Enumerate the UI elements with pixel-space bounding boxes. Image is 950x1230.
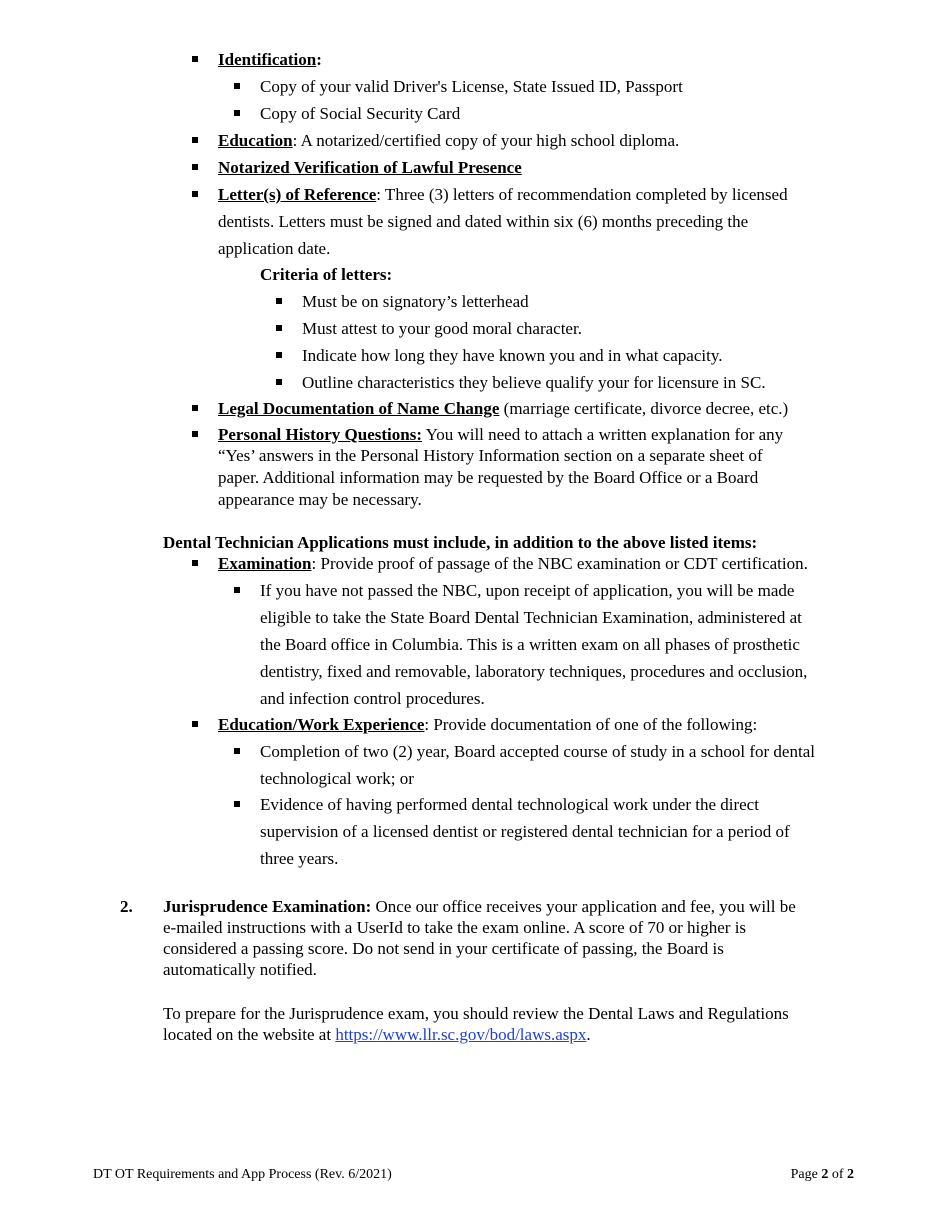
examination-item: Examination: Provide proof of passage of the NBC examination or CDT certification. bbox=[218, 554, 808, 573]
bullet-square-icon bbox=[276, 298, 282, 304]
exam-sub-line: and infection control procedures. bbox=[260, 689, 485, 708]
criteria-item: Must attest to your good moral character. bbox=[302, 319, 582, 338]
identification-heading: Identification bbox=[218, 50, 317, 69]
bullet-square-icon bbox=[234, 801, 240, 807]
bullet-square-icon bbox=[192, 721, 198, 727]
jurisprudence-line: e-mailed instructions with a UserId to take the exam online. A score of 70 or higher is bbox=[163, 918, 747, 937]
bullet-square-icon bbox=[192, 405, 198, 411]
bullet-square-icon bbox=[192, 191, 198, 197]
ew-sub-line: Evidence of having performed dental technological work under the direct bbox=[260, 795, 759, 814]
bullet-square-icon bbox=[192, 164, 198, 170]
exam-sub-line: eligible to take the State Board Dental Technician Examination, administered at bbox=[260, 608, 802, 627]
bullet-square-icon bbox=[192, 431, 198, 437]
ew-sub-line: Completion of two (2) year, Board accepted course of study in a school for dental bbox=[260, 742, 815, 761]
lawful-presence-item: Notarized Verification of Lawful Presence bbox=[218, 158, 522, 177]
reference-heading: Letter(s) of Reference bbox=[218, 185, 377, 204]
bullet-square-icon bbox=[276, 379, 282, 385]
criteria-item: Outline characteristics they believe qualify your for licensure in SC. bbox=[302, 373, 766, 392]
identification-item: Identification: bbox=[218, 50, 322, 69]
bullet-square-icon bbox=[234, 110, 240, 116]
name-change-heading: Legal Documentation of Name Change bbox=[218, 399, 500, 418]
id-sub-item: Copy of your valid Driver's License, State Issued ID, Passport bbox=[260, 77, 683, 96]
bullet-square-icon bbox=[192, 56, 198, 62]
personal-history-line: “Yes’ answers in the Personal History Information section on a separate sheet of bbox=[218, 446, 763, 465]
reference-line: dentists. Letters must be signed and dated within six (6) months preceding the bbox=[218, 212, 749, 231]
page-number: Page 2 of 2 bbox=[790, 1167, 854, 1182]
ew-sub-line: three years. bbox=[260, 849, 339, 868]
exam-sub-line: the Board office in Columbia. This is a written exam on all phases of prosthetic bbox=[260, 635, 800, 654]
criteria-item: Indicate how long they have known you and in what capacity. bbox=[302, 346, 723, 365]
ew-sub-line: technological work; or bbox=[260, 769, 414, 788]
education-heading: Education bbox=[218, 131, 293, 150]
education-work-item: Education/Work Experience: Provide documentation of one of the following: bbox=[218, 715, 758, 734]
jurisprudence-line: Jurisprudence Examination: Once our office receives your application and fee, you will be bbox=[163, 897, 796, 916]
prep-line: located on the website at https://www.llr.sc.gov/bod/laws.aspx. bbox=[163, 1025, 591, 1044]
footer-left: DT OT Requirements and App Process (Rev. 6/2021) bbox=[93, 1167, 392, 1182]
education-work-heading: Education/Work Experience bbox=[218, 715, 425, 734]
personal-history-heading: Personal History Questions: bbox=[218, 425, 422, 444]
exam-sub-line: If you have not passed the NBC, upon receipt of application, you will be made bbox=[260, 581, 795, 600]
personal-history-item: Personal History Questions: You will need to attach a written explanation for any bbox=[218, 425, 784, 444]
id-sub-item: Copy of Social Security Card bbox=[260, 104, 461, 123]
prep-line: To prepare for the Jurisprudence exam, you should review the Dental Laws and Regulations bbox=[163, 1004, 789, 1023]
section-number: 2. bbox=[120, 897, 133, 916]
bullet-square-icon bbox=[276, 325, 282, 331]
laws-link[interactable]: https://www.llr.sc.gov/bod/laws.aspx bbox=[335, 1025, 587, 1044]
personal-history-line: paper. Additional information may be requested by the Board Office or a Board bbox=[218, 468, 759, 487]
bullet-square-icon bbox=[192, 137, 198, 143]
reference-item: Letter(s) of Reference: Three (3) letters of recommendation completed by licensed bbox=[218, 185, 788, 204]
bullet-square-icon bbox=[234, 83, 240, 89]
reference-line: application date. bbox=[218, 239, 331, 258]
jurisprudence-line: considered a passing score. Do not send in your certificate of passing, the Board is bbox=[163, 939, 724, 958]
personal-history-line: appearance may be necessary. bbox=[218, 490, 422, 509]
bullet-square-icon bbox=[192, 560, 198, 566]
ew-sub-line: supervision of a licensed dentist or registered dental technician for a period of bbox=[260, 822, 790, 841]
bullet-square-icon bbox=[234, 587, 240, 593]
jurisprudence-heading: Jurisprudence Examination: bbox=[163, 897, 372, 916]
criteria-title: Criteria of letters: bbox=[260, 265, 393, 284]
exam-sub-line: dentistry, fixed and removable, laboratory techniques, procedures and occlusion, bbox=[260, 662, 808, 681]
criteria-item: Must be on signatory’s letterhead bbox=[302, 292, 529, 311]
jurisprudence-line: automatically notified. bbox=[163, 960, 317, 979]
dental-tech-heading: Dental Technician Applications must include, in addition to the above listed items: bbox=[163, 533, 758, 552]
examination-heading: Examination bbox=[218, 554, 312, 573]
bullet-square-icon bbox=[234, 748, 240, 754]
name-change-item: Legal Documentation of Name Change (marriage certificate, divorce decree, etc.) bbox=[218, 399, 789, 418]
education-item: Education: A notarized/certified copy of your high school diploma. bbox=[218, 131, 680, 150]
bullet-square-icon bbox=[276, 352, 282, 358]
